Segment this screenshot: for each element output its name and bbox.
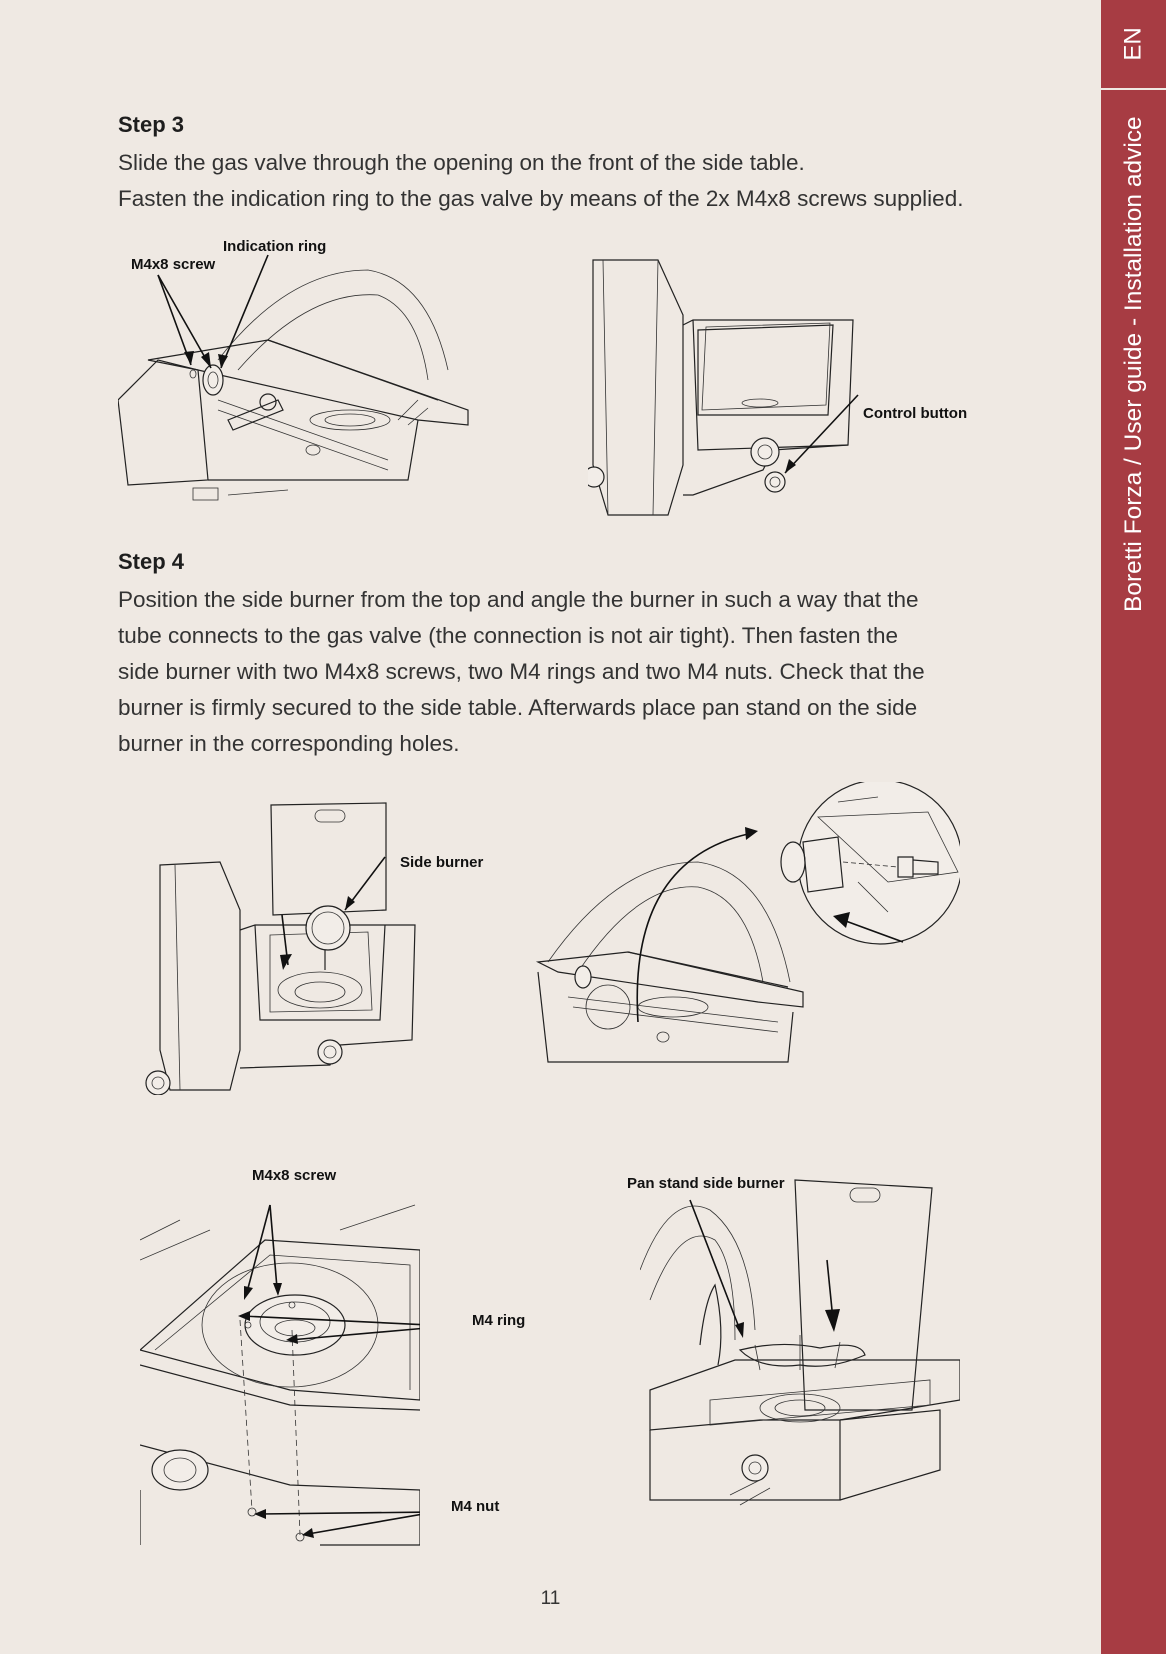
language-label: EN [1119, 27, 1147, 61]
figure-side-burner-placement [140, 800, 420, 1095]
page-number: 11 [540, 1588, 561, 1609]
label-m4x8-screw-step3: M4x8 screw [131, 256, 216, 273]
figure-tube-connection [528, 782, 960, 1067]
step4-line4: burner is firmly secured to the side table. Afterwards place pan stand on the side [118, 695, 918, 720]
figure-control-button [588, 255, 980, 525]
label-control-button: Control button [863, 405, 968, 422]
label-m4-nut: M4 nut [451, 1498, 500, 1515]
figure-indication-ring [118, 250, 478, 502]
label-side-burner: Side burner [400, 854, 484, 871]
step3-line1: Slide the gas valve through the opening on the front of the side table. [118, 150, 805, 175]
step4-line2: tube connects to the gas valve (the connection is not air tight). Then fasten the [118, 623, 899, 648]
step4-line5: burner in the corresponding holes. [118, 731, 460, 756]
step4-heading: Step 4 [118, 549, 185, 574]
step3-heading: Step 3 [118, 112, 185, 137]
label-indication-ring: Indication ring [223, 238, 327, 255]
figure-screws-rings-nuts [140, 1200, 420, 1555]
label-pan-stand-side-burner: Pan stand side burner [627, 1175, 785, 1192]
label-m4-ring: M4 ring [472, 1312, 526, 1329]
step4-line1: Position the side burner from the top and angle the burner in such a way that the [118, 587, 919, 612]
figure-pan-stand [640, 1170, 960, 1515]
sidebar-title: Boretti Forza / User guide - Installation advice [1120, 116, 1147, 612]
step4-line3: side burner with two M4x8 screws, two M4 rings and two M4 nuts. Check that the [118, 659, 925, 684]
label-m4x8-screw-step4: M4x8 screw [252, 1167, 337, 1184]
step3-line2: Fasten the indication ring to the gas valve by means of the 2x M4x8 screws supplied. [118, 186, 964, 211]
